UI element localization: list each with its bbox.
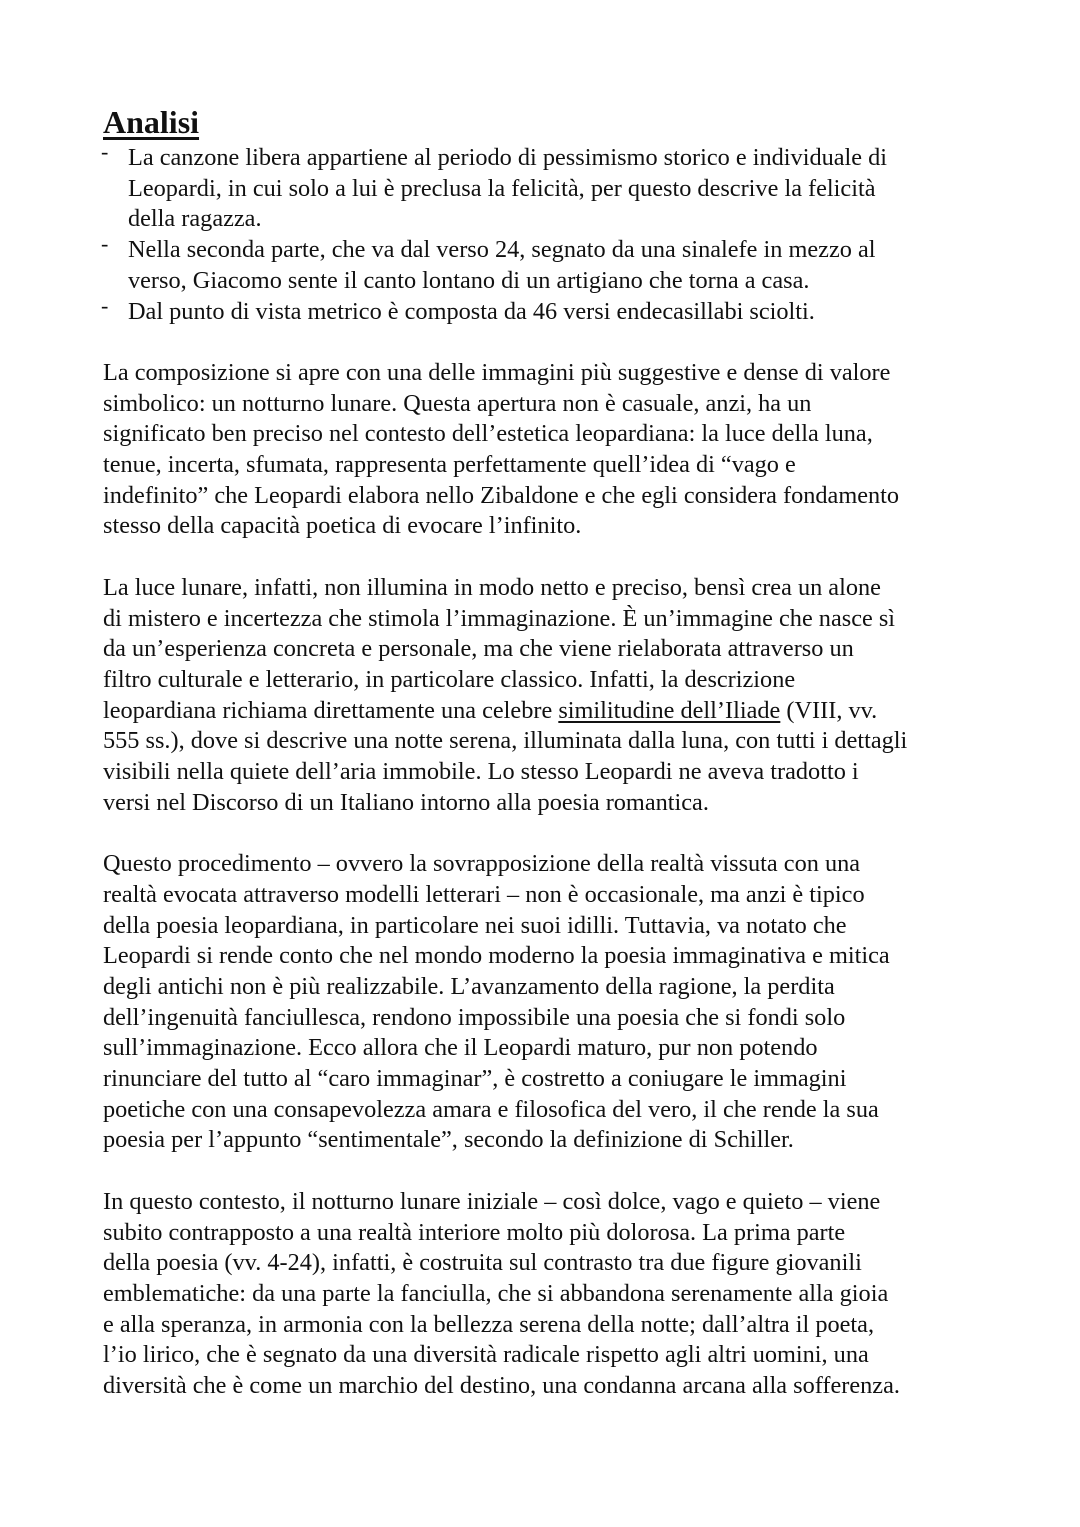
text-line: Leopardi, in cui solo a lui è preclusa la felicità, per questo descrive la felicità bbox=[128, 174, 876, 202]
text-line: emblematiche: da una parte la fanciulla, che si abbandona serenamente alla gioia bbox=[103, 1279, 889, 1307]
bullet-item bbox=[101, 139, 1003, 235]
text-line: Questo procedimento – ovvero la sovrapposizione della realtà vissuta con una bbox=[103, 850, 861, 878]
text-line bbox=[103, 696, 1003, 727]
text-line: tenue, incerta, sfumata, rappresenta perfettamente quell’idea di “vago e bbox=[103, 451, 796, 479]
text-line: l’io lirico, che è segnato da una diversità radicale rispetto agli altri uomini, una bbox=[103, 1341, 869, 1369]
paragraph bbox=[103, 358, 1003, 542]
section-title: Analisi bbox=[103, 104, 200, 140]
text-line: rinunciare del tutto al “caro immaginar”, è costretto a coniugare le immagini bbox=[103, 1065, 847, 1093]
bullet-dash-icon: - bbox=[101, 231, 109, 257]
paragraph bbox=[103, 849, 1003, 1156]
text-segment: leopardiana richiama direttamente una celebre bbox=[103, 696, 559, 724]
text-line: della ragazza. bbox=[128, 205, 262, 233]
text-line: La luce lunare, infatti, non illumina in modo netto e preciso, bensì crea un alone bbox=[103, 573, 881, 601]
text-line: versi nel Discorso di un Italiano intorno alla poesia romantica. bbox=[103, 788, 709, 816]
text-line: In questo contesto, il notturno lunare iniziale – così dolce, vago e quieto – viene bbox=[103, 1187, 881, 1215]
text-line: simbolico: un notturno lunare. Questa apertura non è casuale, anzi, ha un bbox=[103, 389, 812, 417]
text-line: diversità che è come un marchio del destino, una condanna arcana alla sofferenza. bbox=[103, 1372, 900, 1400]
text-line: Nella seconda parte, che va dal verso 24, segnato da una sinalefe in mezzo al bbox=[128, 236, 876, 264]
text-segment: (VIII, vv. bbox=[780, 696, 878, 724]
text-line: filtro culturale e letterario, in particolare classico. Infatti, la descrizione bbox=[103, 665, 796, 693]
bullet-list bbox=[101, 139, 1003, 327]
underlined-reference: similitudine dell’Iliade bbox=[558, 696, 781, 724]
text-line: Leopardi si rende conto che nel mondo moderno la poesia immaginativa e mitica bbox=[103, 942, 890, 970]
text-line: Dal punto di vista metrico è composta da 46 versi endecasillabi sciolti. bbox=[128, 297, 815, 325]
text-line: di mistero e incertezza che stimola l’immaginazione. È un’immagine che nasce sì bbox=[103, 604, 896, 632]
text-line: La composizione si apre con una delle immagini più suggestive e dense di valore bbox=[103, 358, 891, 386]
text-line: stesso della capacità poetica di evocare l’infinito. bbox=[103, 512, 582, 540]
text-line: dell’ingenuità fanciullesca, rendono impossibile una poesia che si fondi solo bbox=[103, 1003, 846, 1031]
text-line: degli antichi non è più realizzabile. L’avanzamento della ragione, la perdita bbox=[103, 972, 835, 1000]
text-line: subito contrapposto a una realtà interiore molto più dolorosa. La prima parte bbox=[103, 1218, 846, 1246]
bullet-item bbox=[101, 292, 1003, 328]
text-line: sull’immaginazione. Ecco allora che il Leopardi maturo, pur non potendo bbox=[103, 1034, 818, 1062]
text-line: 555 ss.), dove si descrive una notte serena, illuminata dalla luna, con tutti i dettagli bbox=[103, 727, 908, 755]
text-line: La canzone libera appartiene al periodo di pessimismo storico e individuale di bbox=[128, 144, 888, 171]
text-line: realtà evocata attraverso modelli letterari – non è occasionale, ma anzi è tipico bbox=[103, 880, 865, 908]
text-line: della poesia leopardiana, in particolare nei suoi idilli. Tuttavia, va notato che bbox=[103, 911, 847, 939]
document-page bbox=[103, 103, 1003, 1402]
body-text bbox=[103, 358, 1003, 1402]
text-line: significato ben preciso nel contesto dell’estetica leopardiana: la luce della luna, bbox=[103, 420, 873, 448]
text-line: da un’esperienza concreta e personale, ma che viene rielaborata attraverso un bbox=[103, 635, 854, 663]
paragraph bbox=[103, 573, 1003, 819]
text-line: poesia per l’appunto “sentimentale”, secondo la definizione di Schiller. bbox=[103, 1126, 794, 1154]
text-line: verso, Giacomo sente il canto lontano di un artigiano che torna a casa. bbox=[128, 266, 810, 294]
text-line: e alla speranza, in armonia con la bellezza serena della notte; dall’altra il poeta, bbox=[103, 1310, 875, 1338]
text-line: poetiche con una consapevolezza amara e filosofica del vero, il che rende la sua bbox=[103, 1095, 879, 1123]
text-line: della poesia (vv. 4-24), infatti, è costruita sul contrasto tra due figure giovanili bbox=[103, 1249, 862, 1277]
paragraph bbox=[103, 1187, 1003, 1402]
bullet-dash-icon: - bbox=[101, 139, 109, 164]
bullet-dash-icon: - bbox=[101, 292, 109, 318]
text-line: indefinito” che Leopardi elabora nello Zibaldone e che egli considera fondamento bbox=[103, 481, 900, 509]
bullet-item bbox=[101, 231, 1003, 296]
text-line: visibili nella quiete dell’aria immobile. Lo stesso Leopardi ne aveva tradotto i bbox=[103, 758, 859, 786]
